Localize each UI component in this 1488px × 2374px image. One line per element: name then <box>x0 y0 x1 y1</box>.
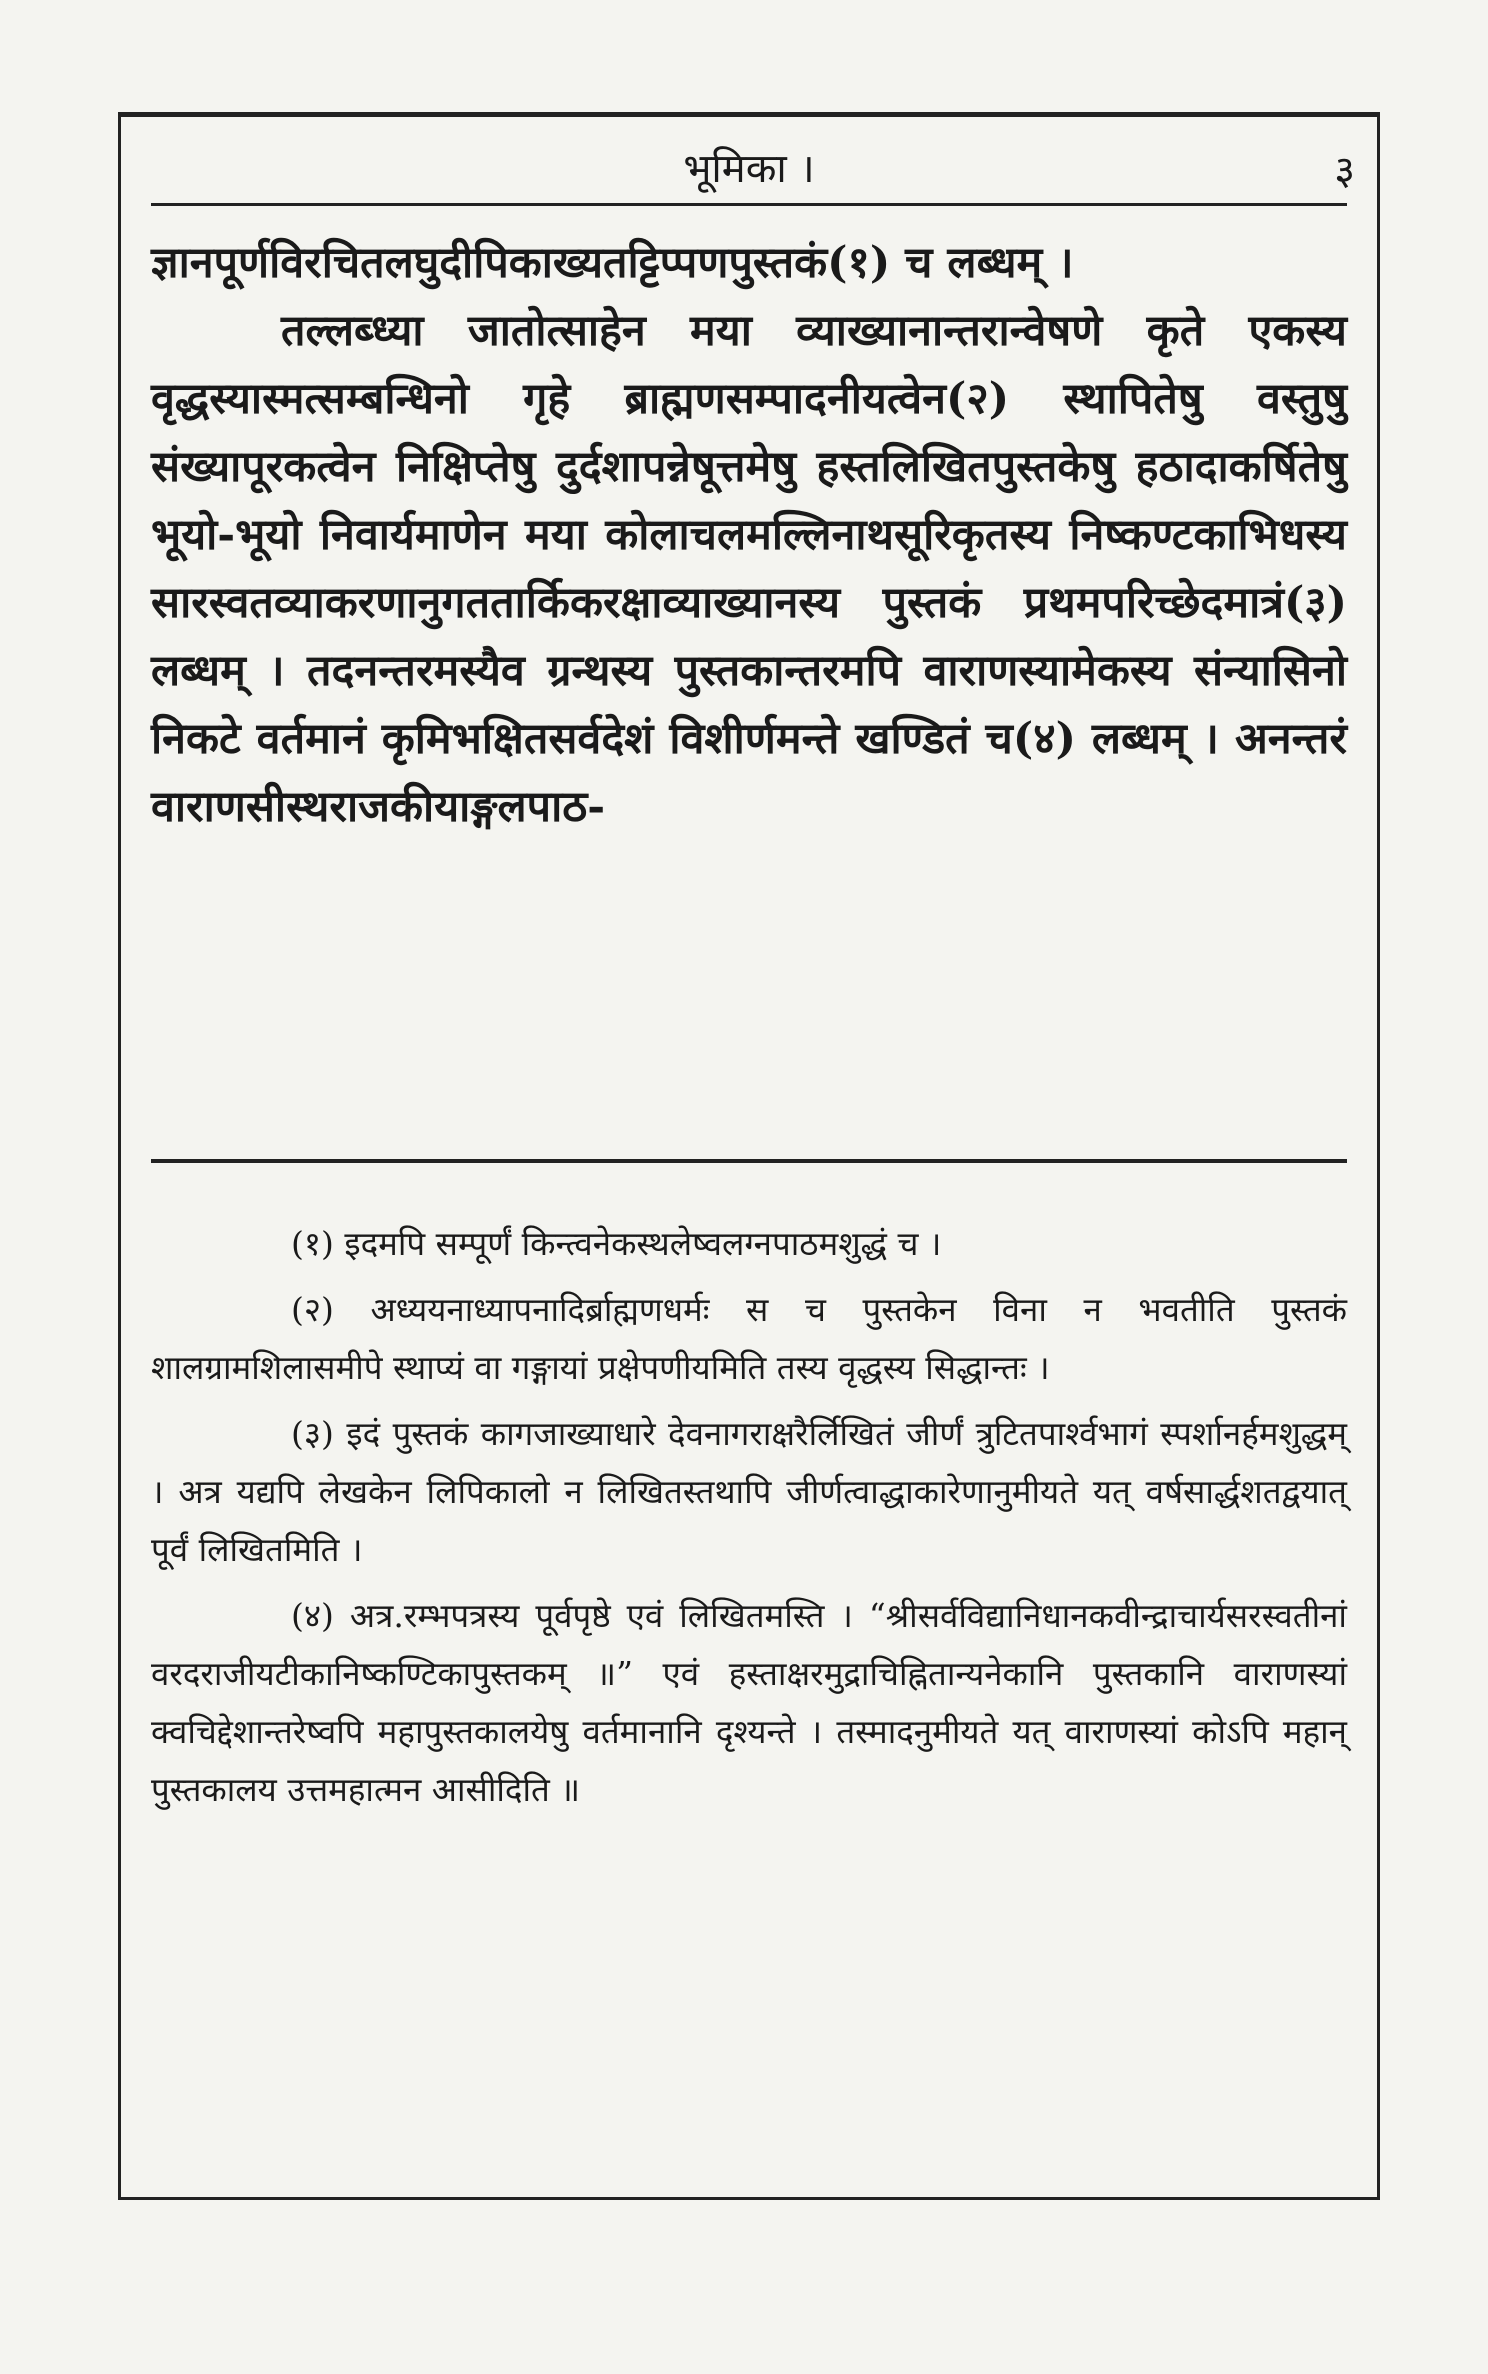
footnote-number: (१) <box>291 1224 334 1263</box>
page-frame <box>118 112 1380 2200</box>
page-number: ३ <box>1334 148 1355 194</box>
footnote-2 <box>151 1281 1347 1397</box>
footnote-1 <box>151 1215 1347 1273</box>
footnote-4 <box>151 1587 1347 1819</box>
footnote-separator <box>151 1159 1347 1163</box>
footnote-number: (२) <box>291 1290 334 1329</box>
footnote-text: अत्र.रम्भपत्रस्य पूर्वपृष्ठे एवं लिखितमस्ति । “श्रीसर्वविद्यानिधानकवीन्द्राचार्यसरस्वतीनां वरदराजीयटीकानिष्कण्टिकापुस्तकम् ॥” एवं हस्ताक्षरमुद्राचिह्नितान्यनेकानि पुस्तकानि वाराणस्यां क्वचिद्देशान्तरेष्वपि महापुस्तकालयेषु वर्तमानानि दृश्यन्ते । तस्मादनुमीयते यत् वाराणस्यां कोऽपि महान् पुस्तकालय उत्तमहात्मन आसीदिति ॥ <box>151 1596 1347 1809</box>
footnotes <box>151 1215 1347 1827</box>
footnote-text: इदं पुस्तकं कागजाख्याधारे देवनागराक्षरैर्लिखितं जीर्णं त्रुटितपार्श्वभागं स्पर्शानर्हमशुद्धम् । अत्र यद्यपि लेखकेन लिपिकालो न लिखितस्तथापि जीर्णत्वाद्धाकारेणानुमीयते यत् वर्षसार्द्धशतद्वयात् पूर्वं लिखितमिति । <box>151 1414 1347 1569</box>
footnote-text: अध्ययनाध्यापनादिर्ब्राह्मणधर्मः स च पुस्तकेन विना न भवतीति पुस्तकं शालग्रामशिलासमीपे स्थाप्यं वा गङ्गायां प्रक्षेपणीयमिति तस्य वृद्धस्य सिद्धान्तः । <box>151 1290 1347 1387</box>
footnote-3 <box>151 1405 1347 1579</box>
paragraph: तल्लब्ध्या जातोत्साहेन मया व्याख्यानान्तरान्वेषणे कृते एकस्य वृद्धस्यास्मत्सम्बन्धिनो गृहे ब्राह्मणसम्पादनीयत्वेन(२) स्थापितेषु वस्तुषु संख्यापूरकत्वेन निक्षिप्तेषु दुर्दशापन्नेषूत्तमेषु हस्तलिखितपुस्तकेषु हठादाकर्षितेषु भूयो-भूयो निवार्यमाणेन मया कोलाचलमल्लिनाथसूरिकृतस्य निष्कण्टकाभिधस्य सारस्वतव्याकरणानुगततार्किकरक्षाव्याख्यानस्य पुस्तकं प्रथमपरिच्छेदमात्रं(३) लब्धम् । तदनन्तरमस्यैव ग्रन्थस्य पुस्तकान्तरमपि वाराणस्यामेकस्य संन्यासिनो निकटे वर्तमानं कृमिभक्षितसर्वदेशं विशीर्णमन्ते खण्डितं च(४) लब्धम् । अनन्तरं वाराणसीस्थराजकीयाङ्गलपाठ- <box>151 306 1347 832</box>
paragraph: ज्ञानपूर्णविरचितलघुदीपिकाख्यतट्टिप्पणपुस्तकं(१) च लब्धम् । <box>151 238 1074 288</box>
footnote-number: (४) <box>291 1596 334 1635</box>
header-rule <box>151 203 1347 206</box>
main-text <box>151 229 1347 841</box>
footnote-number: (३) <box>291 1414 334 1453</box>
footnote-text: इदमपि सम्पूर्णं किन्त्वनेकस्थलेष्वलग्नपाठमशुद्धं च । <box>344 1224 942 1263</box>
page-header <box>121 135 1377 195</box>
running-title: भूमिका । <box>683 146 815 192</box>
